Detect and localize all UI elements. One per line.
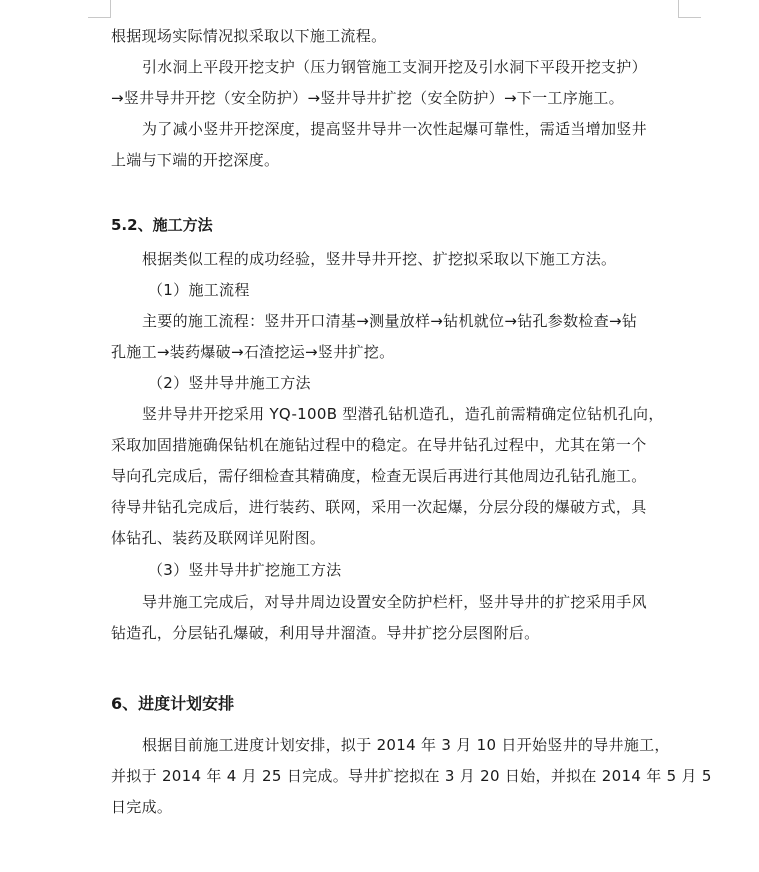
crop-mark-top-left: [88, 0, 111, 18]
paragraph-3-line-1: 导井施工完成后，对导井周边设置安全防护栏杆，竖井导井的扩挖采用手风: [142, 593, 647, 611]
section-6-line-3: 日完成。: [111, 798, 173, 816]
subheading-1: （1）施工流程: [148, 281, 250, 299]
subheading-3: （3）竖井导井扩挖施工方法: [148, 561, 342, 579]
intro-line-1: 根据现场实际情况拟采取以下施工流程。: [111, 27, 387, 45]
paragraph-3-line-2: 钻造孔，分层钻孔爆破，利用导井溜渣。导井扩挖分层图附后。: [111, 624, 540, 642]
paragraph-2-line-3: 导向孔完成后，需仔细检查其精确度，检查无误后再进行其他周边孔钻孔施工。: [111, 467, 647, 485]
section-6-line-1: 根据目前施工进度计划安排，拟于 2014 年 3 月 10 日开始竖井的导井施工，: [142, 736, 670, 754]
section-6-heading: 6、进度计划安排: [111, 694, 235, 713]
section-5-2-heading: 5.2、施工方法: [111, 216, 213, 234]
paragraph-2-line-2: 采取加固措施确保钻机在施钻过程中的稳定。在导井钻孔过程中，尤其在第一个: [111, 436, 647, 454]
section-5-2-intro: 根据类似工程的成功经验，竖井导井开挖、扩挖拟采取以下施工方法。: [142, 250, 617, 268]
intro-line-5: 上端与下端的开挖深度。: [111, 151, 280, 169]
paragraph-1-line-2: 孔施工→装药爆破→石渣挖运→竖井扩挖。: [111, 343, 395, 361]
paragraph-2-line-5: 体钻孔、装药及联网详见附图。: [111, 529, 326, 547]
intro-line-2: 引水洞上平段开挖支护（压力钢管施工支洞开挖及引水洞下平段开挖支护）: [142, 58, 647, 76]
intro-line-3: →竖井导井开挖（安全防护）→竖井导井扩挖（安全防护）→下一工序施工。: [111, 89, 624, 107]
paragraph-1-line-1: 主要的施工流程：竖井开口清基→测量放样→钻机就位→钻孔参数检查→钻: [142, 312, 638, 330]
crop-mark-top-right: [678, 0, 701, 18]
paragraph-2-line-4: 待导井钻孔完成后，进行装药、联网，采用一次起爆，分层分段的爆破方式，具: [111, 498, 647, 516]
subheading-2: （2）竖井导井施工方法: [148, 374, 311, 392]
section-6-line-2: 并拟于 2014 年 4 月 25 日完成。导井扩挖拟在 3 月 20 日始，并拟在 2014 年 5 月 5: [111, 767, 712, 785]
intro-line-4: 为了减小竖井开挖深度，提高竖井导井一次性起爆可靠性，需适当增加竖井: [142, 120, 647, 138]
paragraph-2-line-1: 竖井导井开挖采用 YQ-100B 型潜孔钻机造孔，造孔前需精确定位钻机孔向，: [142, 405, 664, 423]
